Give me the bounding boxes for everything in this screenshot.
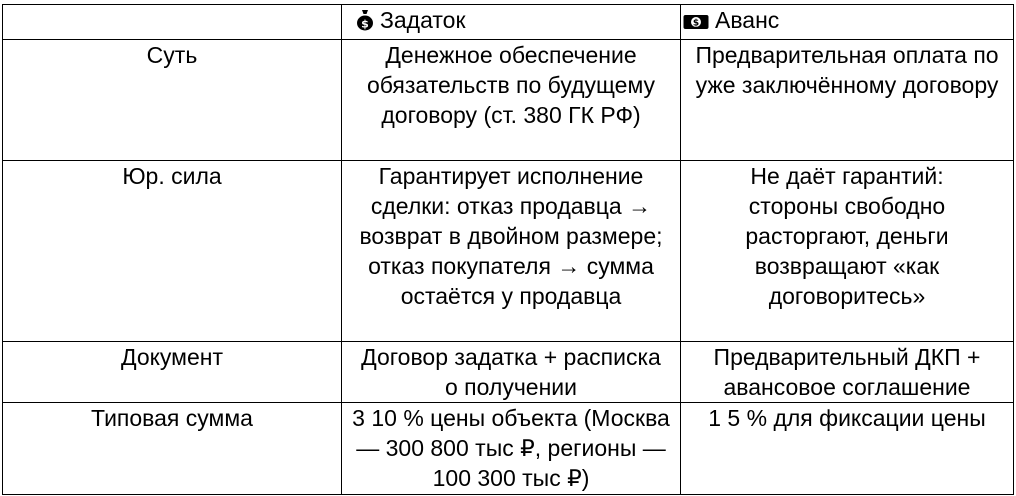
table-header-row [3, 5, 1014, 40]
cell-zadatok: Договор задатка + расписка о получении [342, 342, 681, 403]
row-label: Документ [3, 342, 342, 403]
cell-avans: Предварительная оплата по уже заключённому договору [681, 40, 1014, 161]
comparison-table [2, 4, 1014, 495]
cell-zadatok: Денежное обеспечение обязательств по будущему договору (ст. 380 ГК РФ) [342, 40, 681, 161]
banknote-icon [683, 8, 709, 38]
header-cell-avans [681, 5, 1014, 40]
header-label-avans: Аванс [715, 7, 780, 33]
cell-avans: 1 5 % для фиксации цены [681, 403, 1014, 495]
table-row [3, 40, 1014, 161]
row-label: Суть [3, 40, 342, 161]
cell-avans: Не даёт гарантий: стороны свободно расторгают, деньги возвращают «как договоритесь» [681, 161, 1014, 342]
row-label: Типовая сумма [3, 403, 342, 495]
table-row [3, 161, 1014, 342]
money-bag-icon [356, 8, 374, 38]
svg-text:$: $ [692, 18, 700, 29]
svg-text:$: $ [361, 17, 369, 31]
table-row [3, 403, 1014, 495]
header-cell-zadatok [342, 5, 681, 40]
cell-zadatok: 3 10 % цены объекта (Москва — 300 800 тыс ₽, регионы — 100 300 тыс ₽) [342, 403, 681, 495]
header-label-zadatok: Задаток [380, 7, 466, 33]
header-cell-empty [3, 5, 342, 40]
cell-zadatok: Гарантирует исполнение сделки: отказ продавца → возврат в двойном размере; отказ покупателя → сумма остаётся у продавца [342, 161, 681, 342]
cell-avans: Предварительный ДКП + авансовое соглашение [681, 342, 1014, 403]
table-row [3, 342, 1014, 403]
row-label: Юр. сила [3, 161, 342, 342]
